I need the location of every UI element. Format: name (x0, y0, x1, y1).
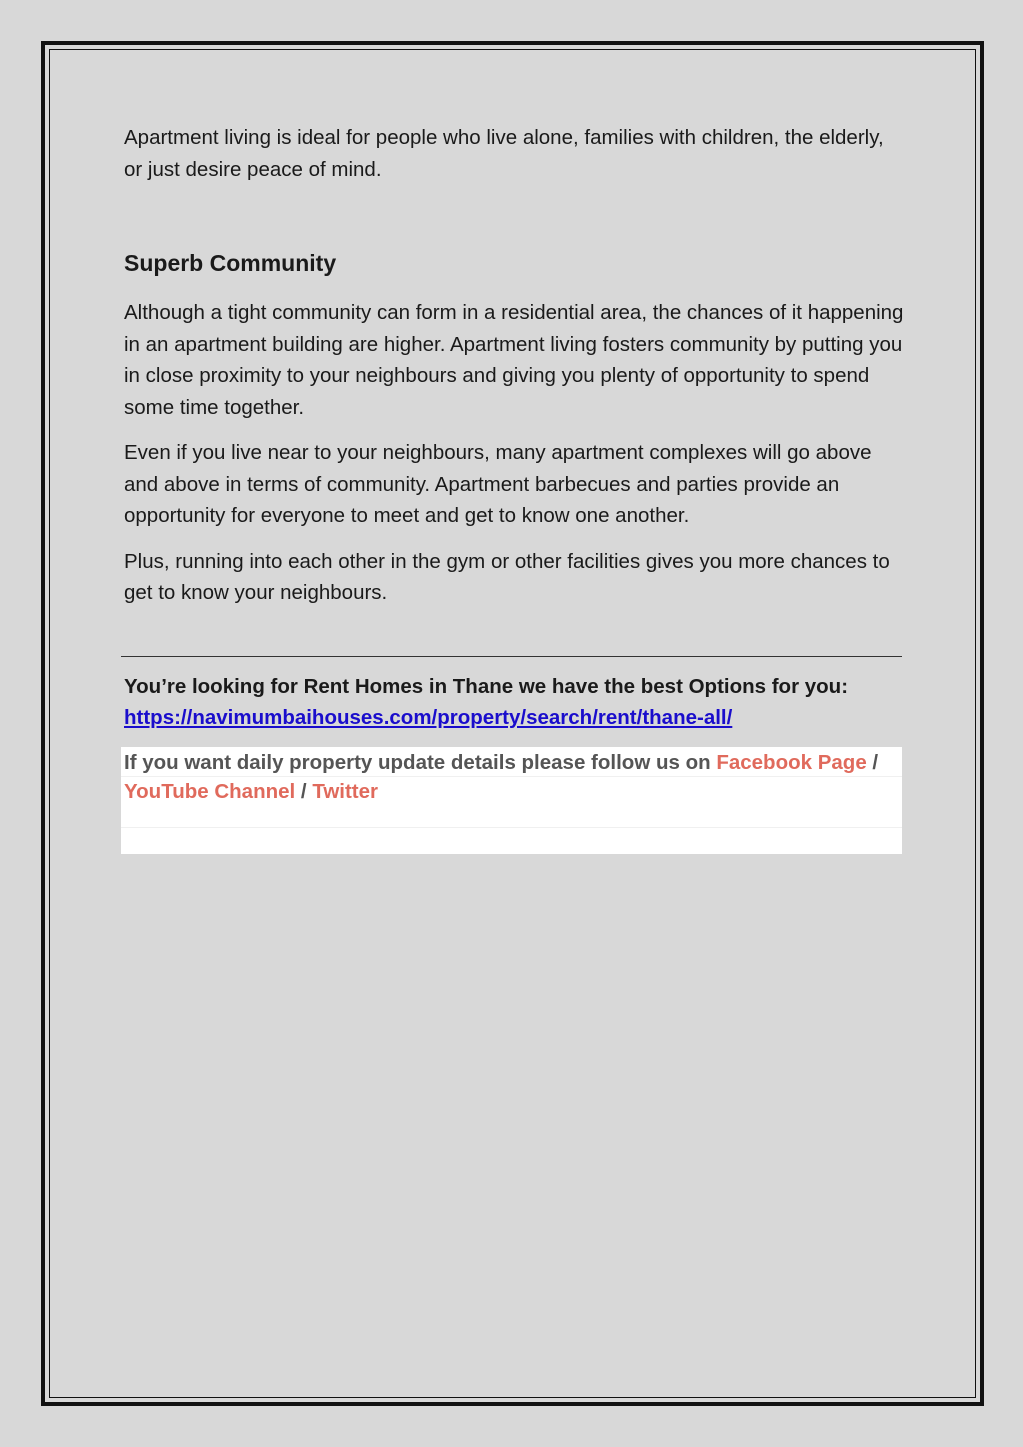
section-heading: Superb Community (124, 250, 337, 276)
rent-callout (124, 671, 904, 733)
follow-us-prefix: If you want daily property update details please follow us on (124, 751, 711, 774)
divider (121, 656, 902, 657)
intro-paragraph: Apartment living is ideal for people who live alone, families with children, the elderly, or just desire peace of mind. (124, 126, 884, 181)
twitter-link[interactable]: Twitter (312, 780, 379, 803)
document-body (124, 122, 904, 623)
separator: / (872, 751, 879, 774)
table-rule (121, 827, 902, 828)
youtube-channel-link[interactable]: YouTube Channel (124, 780, 296, 803)
paragraph: Plus, running into each other in the gym or other facilities gives you more chances to get to know your neighbours. (124, 549, 890, 604)
rent-callout-text: You’re looking for Rent Homes in Thane we have the best Options for you: (124, 675, 849, 698)
separator: / (300, 780, 307, 803)
paragraph: Although a tight community can form in a residential area, the chances of it happening in an apartment building are higher. Apartment living fosters community by putting you in close proximity to your neighbours and giving you plenty of opportunity to spend some time together. (124, 301, 904, 419)
rent-search-link[interactable]: https://navimumbaihouses.com/property/search/rent/thane-all/ (124, 706, 733, 729)
follow-us-text (124, 748, 884, 806)
paragraph: Even if you live near to your neighbours, many apartment complexes will go above and above in terms of community. Apartment barbecues and parties provide an opportunity for everyone to meet and get to know one another. (124, 441, 872, 527)
follow-us-box (121, 747, 902, 854)
facebook-page-link[interactable]: Facebook Page (716, 751, 867, 774)
